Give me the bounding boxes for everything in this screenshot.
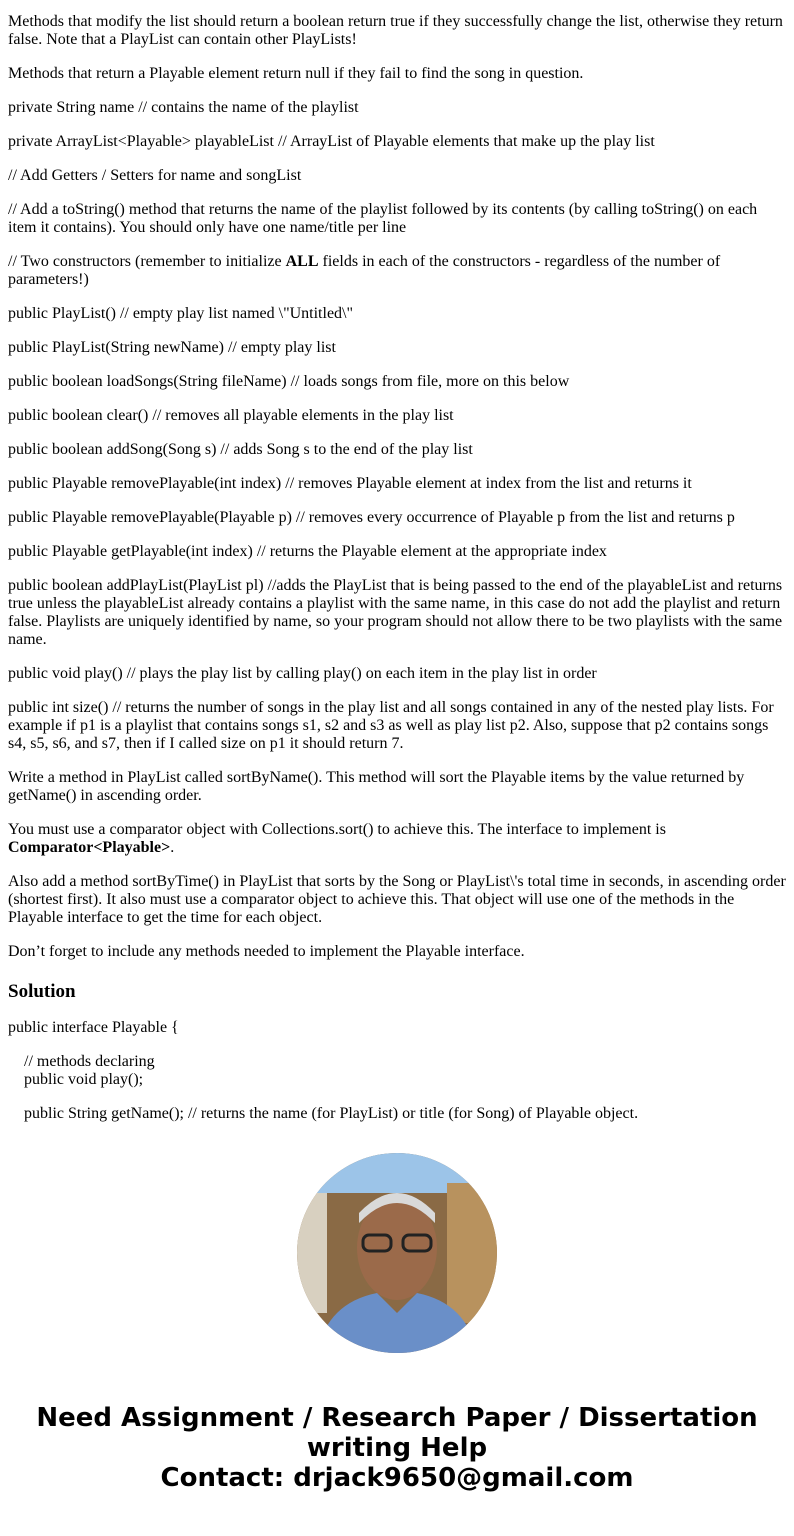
constructors-note <box>8 253 786 289</box>
author-avatar <box>297 1153 497 1353</box>
method-line: public int size() // returns the number of songs in the play list and all songs contained in any of the nested play lists. For example if p1 is a playlist that contains songs s1, s2 and s3 as well as play list p2. Also, suppose that p2 contains songs s4, s5, s6, and s7, then if I called size on p1 it should return 7. <box>8 699 774 752</box>
paragraph: // Add a toString() method that returns the name of the playlist followed by its contents (by calling toString() on each item it contains). You should only have one name/title per line <box>8 201 758 236</box>
paragraph: Methods that return a Playable element return null if they fail to find the song in question. <box>8 65 584 82</box>
text: fields in each of the constructors - regardless of the number of parameters!) <box>8 253 721 288</box>
code-comment: // methods declaring <box>24 1053 155 1070</box>
text: // Two constructors (remember to initialize <box>8 253 286 270</box>
bold-text: ALL <box>285 253 319 270</box>
paragraph: Don’t forget to include any methods needed to implement the Playable interface. <box>8 943 525 960</box>
text: . <box>170 839 175 856</box>
method-line: public Playable removePlayable(int index) // removes Playable element at index from the list and returns it <box>8 475 692 492</box>
contact-banner <box>0 1403 794 1493</box>
code-line: public String getName(); // returns the name (for PlayList) or title (for Song) of Playable object. <box>24 1105 639 1122</box>
method-line: public Playable getPlayable(int index) // returns the Playable element at the appropriate index <box>8 543 607 560</box>
code-block <box>8 1053 786 1089</box>
method-line: public Playable removePlayable(Playable p) // removes every occurrence of Playable p from the list and returns p <box>8 509 735 526</box>
document-body <box>0 13 794 1123</box>
paragraph: // Add Getters / Setters for name and songList <box>8 167 302 184</box>
method-line: public PlayList(String newName) // empty play list <box>8 339 336 356</box>
method-line: Write a method in PlayList called sortByName(). This method will sort the Playable items by the value returned by getName() in ascending order. <box>8 769 745 804</box>
paragraph: private String name // contains the name of the playlist <box>8 99 359 116</box>
code-line: public void play(); <box>24 1071 144 1088</box>
code-line: public interface Playable { <box>8 1019 179 1036</box>
paragraph: private ArrayList<Playable> playableList // ArrayList of Playable elements that make up the play list <box>8 133 655 150</box>
bold-text: Comparator<Playable> <box>8 839 171 856</box>
solution-heading: Solution <box>8 981 76 1002</box>
method-line: public void play() // plays the play list by calling play() on each item in the play list in order <box>8 665 597 682</box>
method-line: public PlayList() // empty play list named \"Untitled\" <box>8 305 354 322</box>
comparator-note <box>8 821 786 857</box>
person-photo-icon <box>297 1153 497 1353</box>
text: You must use a comparator object with Collections.sort() to achieve this. The interface to implement is <box>8 821 666 838</box>
method-line: public boolean addSong(Song s) // adds Song s to the end of the play list <box>8 441 473 458</box>
method-line: public boolean addPlayList(PlayList pl) //adds the PlayList that is being passed to the end of the playableList and returns true unless the playableList already contains a playlist with the same name, in this case do not add the playlist and return false. Playlists are uniquely identified by name, so your program should not allow there to be two playlists with the same name. <box>8 577 783 648</box>
banner-headline: Need Assignment / Research Paper / Dissertation writing Help <box>36 1403 758 1463</box>
paragraph: Methods that modify the list should return a boolean return true if they successfully change the list, otherwise they return false. Note that a PlayList can contain other PlayLists! <box>8 13 783 48</box>
paragraph: Also add a method sortByTime() in PlayList that sorts by the Song or PlayList\'s total time in seconds, in ascending order (shortest first). It also must use a comparator object to achieve this. That object will use one of the methods in the Playable interface to get the time for each object. <box>8 873 786 926</box>
banner-contact: Contact: drjack9650@gmail.com <box>160 1463 634 1493</box>
method-line: public boolean loadSongs(String fileName) // loads songs from file, more on this below <box>8 373 570 390</box>
method-line: public boolean clear() // removes all playable elements in the play list <box>8 407 454 424</box>
